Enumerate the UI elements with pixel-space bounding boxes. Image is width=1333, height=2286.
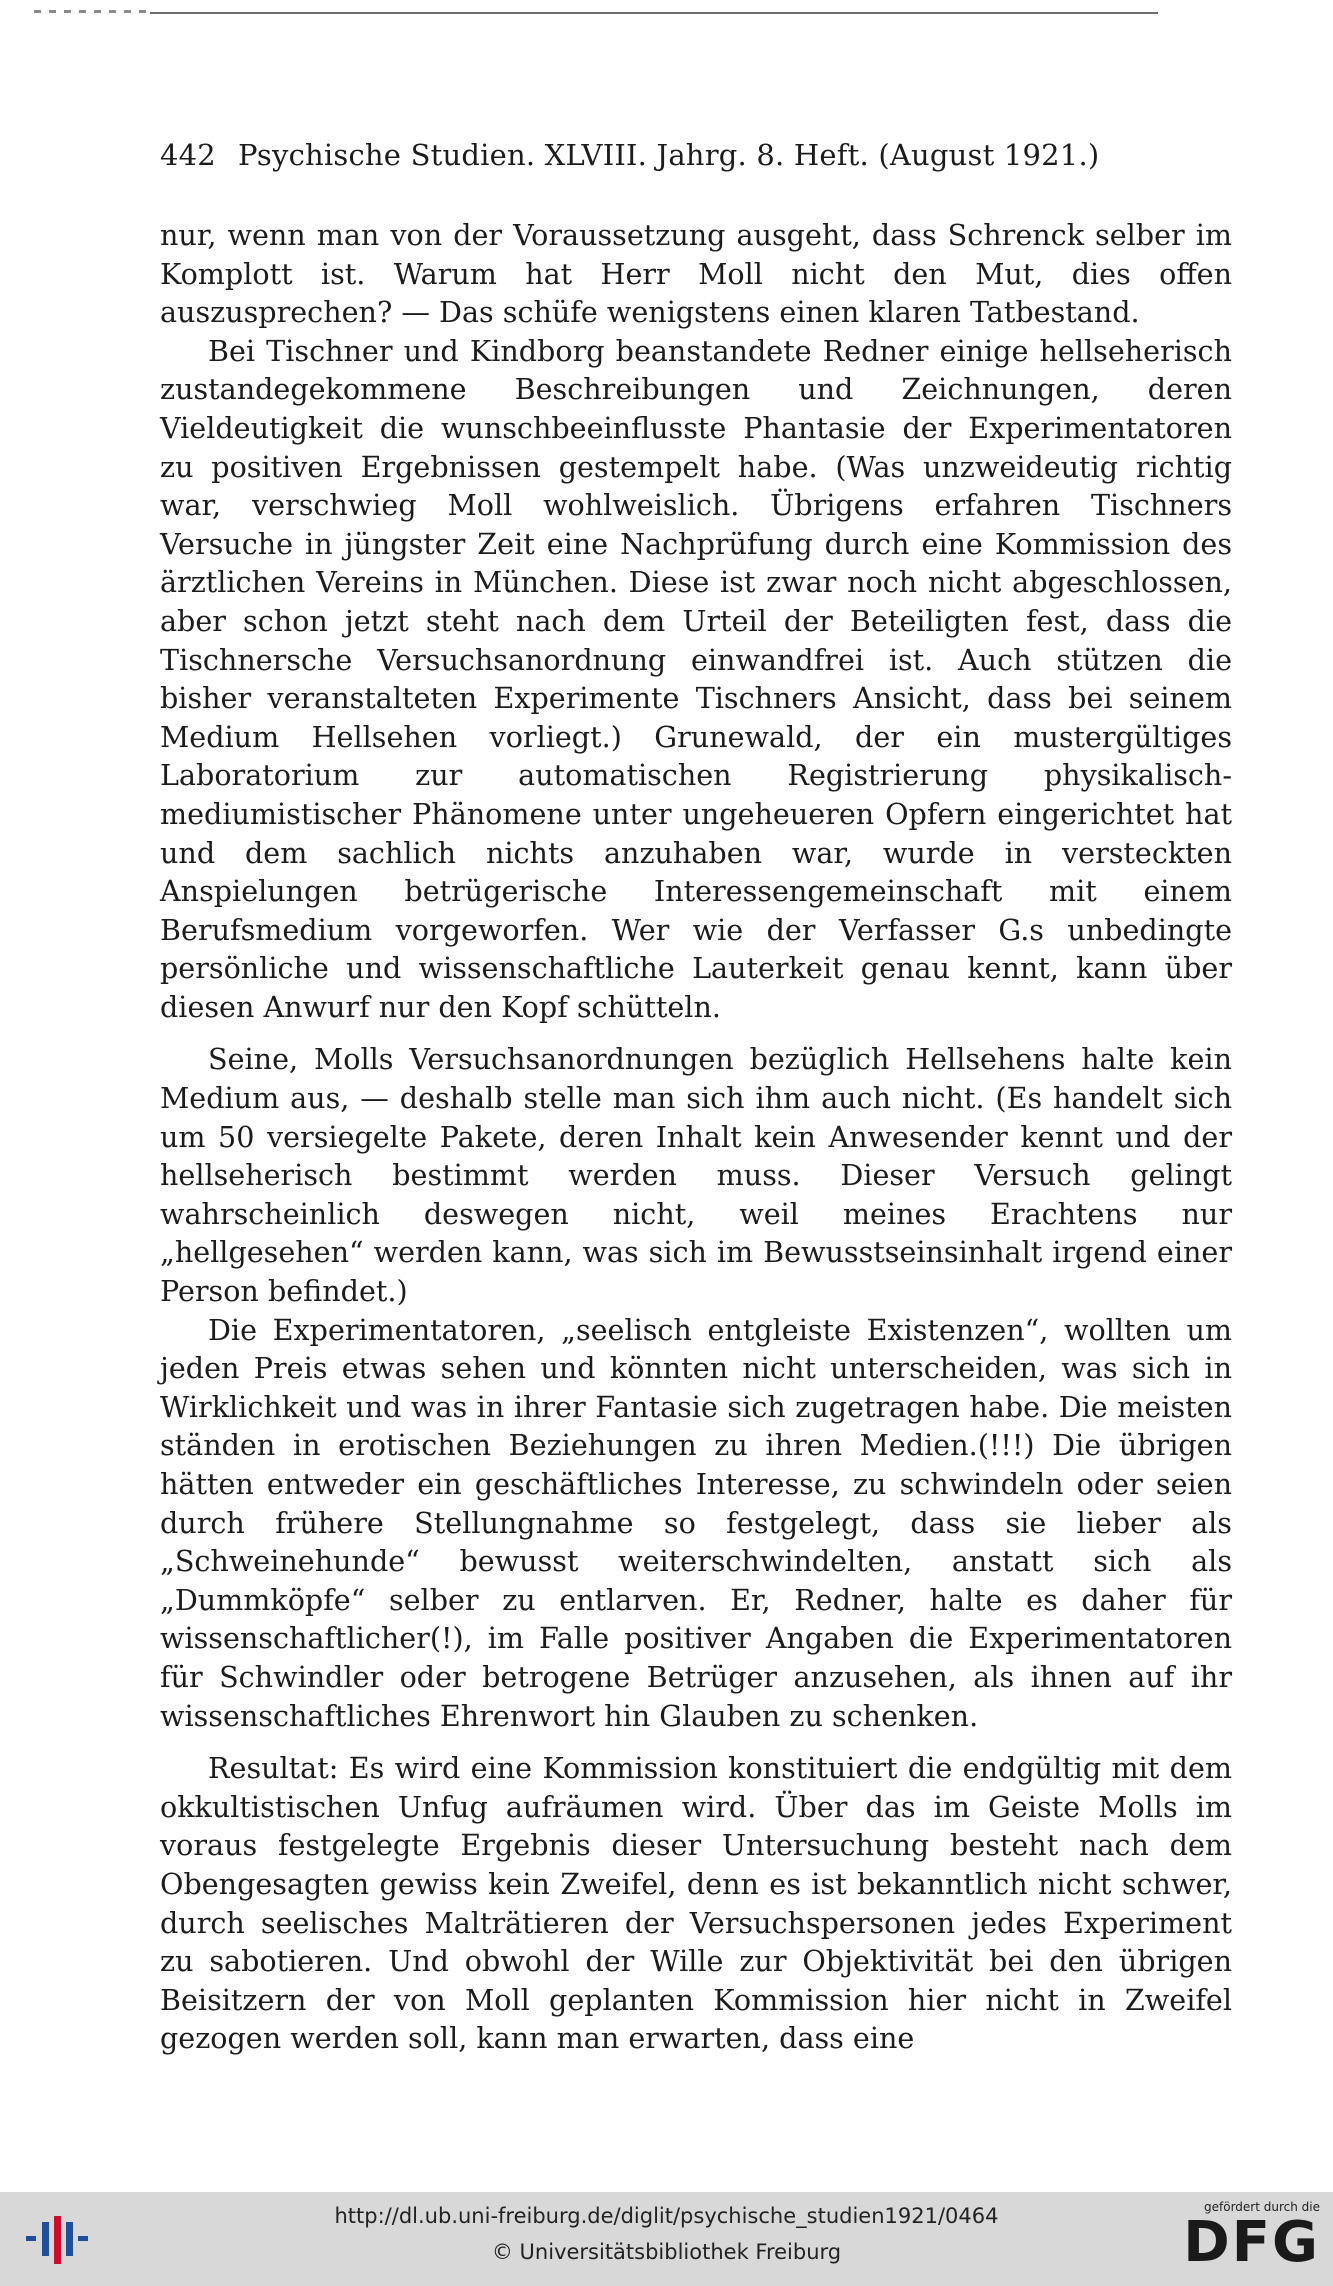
- page-body: [160, 216, 1232, 2058]
- copyright-notice: © Universitätsbibliothek Freiburg: [491, 2240, 842, 2264]
- paragraph: Die Experimentatoren, „seelisch entgleiste Existenzen“, wollten um jeden Preis etwas sehen und könnten nicht unterscheiden, was sich in Wirklichkeit und was in ihrer Fantasie sich zugetragen habe. Die meisten ständen in erotischen Beziehungen zu ihren Medien.(!!!) Die übrigen hätten entweder ein geschäftliches Interesse, zu schwindeln oder seien durch frühere Stellungnahme so festgelegt, dass sie lieber als „Schweinehunde“ bewusst weiterschwindelten, anstatt sich als „Dummköpfe“ selber zu entlarven. Er, Redner, halte es daher für wissenschaftlicher(!), im Falle positiver Angaben die Experimentatoren für Schwindler oder betrogene Betrüger anzusehen, als ihnen auf ihr wissenschaftliches Ehrenwort hin Glauben zu schenken.: [160, 1312, 1232, 1733]
- dfg-block: [1180, 2200, 1320, 2280]
- footer-bar: [0, 2192, 1333, 2286]
- source-url[interactable]: http://dl.ub.uni-freiburg.de/diglit/psychische_studien1921/0464: [334, 2204, 999, 2228]
- paragraph: Bei Tischner und Kindborg beanstandete Redner einige hellseherisch zustandegekommene Beschreibungen und Zeichnungen, deren Vieldeutigkeit die wunschbeeinflusste Phantasie der Experimentatoren zu positiven Ergebnissen gestempelt habe. (Was unzweideutig richtig war, verschwieg Moll wohlweislich. Übrigens erfahren Tischners Versuche in jüngster Zeit eine Nachprüfung durch eine Kommission des ärztlichen Vereins in München. Diese ist zwar noch nicht abgeschlossen, aber schon jetzt steht nach dem Urteil der Beteiligten fest, dass die Tischnersche Versuchsanordnung einwandfrei ist. Auch stützen die bisher veranstalteten Experimente Tischners Ansicht, dass bei seinem Medium Hellsehen vorliegt.) Grunewald, der ein mustergültiges Laboratorium zur automatischen Registrierung physikalisch-mediumistischer Phänomene unter ungeheueren Opfern eingerichtet hat und dem sachlich nichts anzuhaben war, wurde in versteckten Anspielungen betrügerische Interessengemeinschaft mit einem Berufsmedium vorgeworfen. Wer wie der Verfasser G.s unbedingte persönliche und wissenschaftliche Lauterkeit genau kennt, kann über diesen Anwurf nur den Kopf schütteln.: [160, 333, 1232, 1024]
- page-number: 442: [160, 138, 216, 172]
- running-head: [160, 138, 1170, 172]
- funding-note: gefördert durch die: [1204, 2200, 1320, 2214]
- paragraph: Resultat: Es wird eine Kommission konstituiert die endgültig mit dem okkultistischen Unfug aufräumen wird. Über das im Geiste Molls im voraus festgelegte Ergebnis dieser Untersuchung besteht nach dem Obengesagten gewiss kein Zweifel, denn es ist bekanntlich nicht schwer, durch seelisches Malträtieren der Versuchspersonen jedes Experiment zu sabotieren. Und obwohl der Wille zur Objektivität bei den übrigen Beisitzern der von Moll geplanten Kommission hier nicht in Zweifel gezogen werden soll, kann man erwarten, dass eine: [160, 1751, 1232, 2056]
- scan-edge-mark: [34, 10, 146, 13]
- paragraph: nur, wenn man von der Voraussetzung ausgeht, dass Schrenck selber im Komplott ist. Warum hat Herr Moll nicht den Mut, dies offen auszusprechen? — Das schüfe wenigstens einen klaren Tatbestand.: [160, 218, 1232, 330]
- paragraph: Seine, Molls Versuchsanordnungen bezüglich Hellsehens halte kein Medium aus, — deshalb stelle man sich ihm auch nicht. (Es handelt sich um 50 versiegelte Pakete, deren Inhalt kein Anwesender kennt und der hellseherisch bestimmt werden muss. Dieser Versuch gelingt wahrscheinlich deswegen nicht, weil meines Erachtens nur „hellgesehen“ werden kann, was sich im Bewusstseinsinhalt irgend einer Person befindet.): [160, 1042, 1232, 1309]
- scan-top-rule: [150, 12, 1158, 14]
- dfg-logo: DFG: [1183, 2210, 1320, 2275]
- running-title: Psychische Studien. XLVIII. Jahrg. 8. Heft. (August 1921.): [238, 138, 1100, 172]
